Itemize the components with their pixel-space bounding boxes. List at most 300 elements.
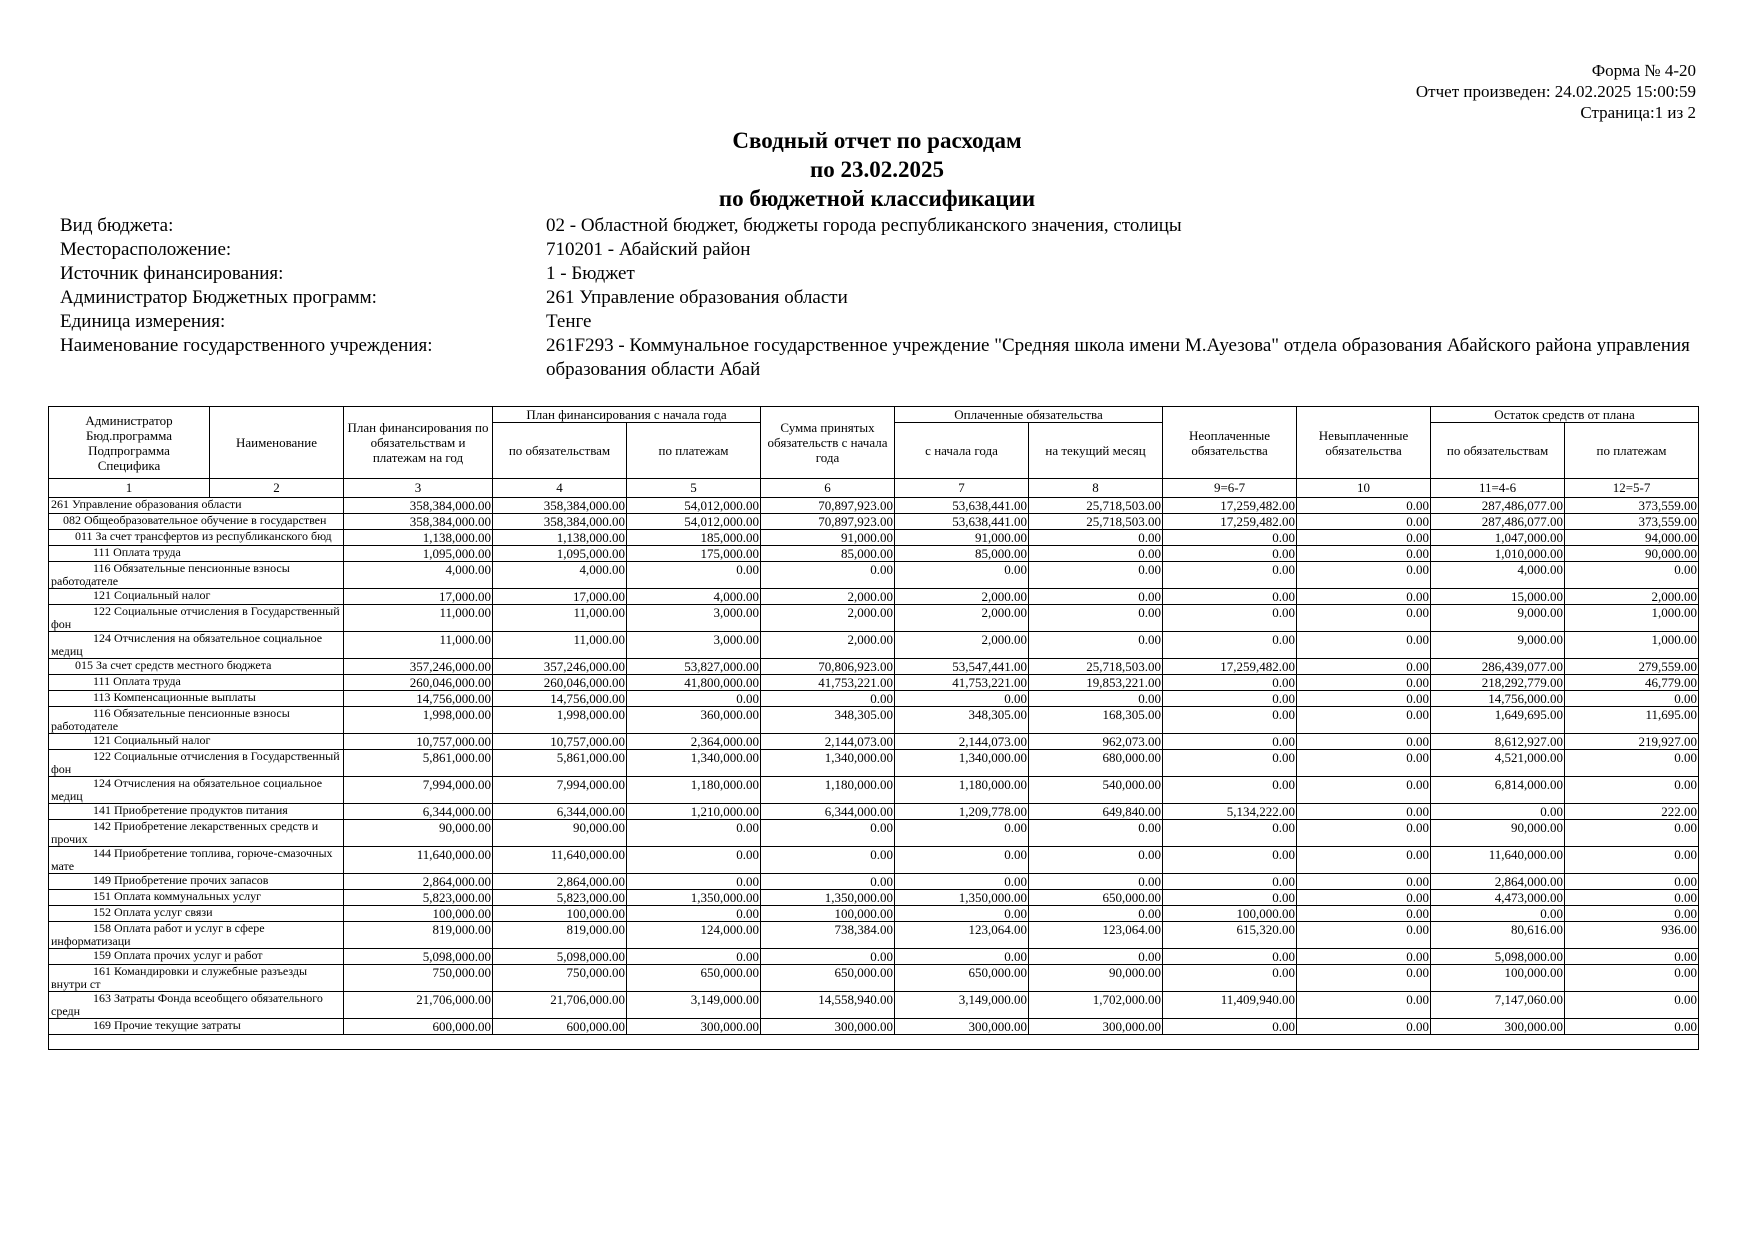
column-number: 11=4-6 [1431,479,1565,498]
cell-value: 650,000.00 [1029,890,1163,906]
cell-value: 0.00 [1297,562,1431,589]
header-remainder-obligations: по обязательствам [1431,423,1565,479]
cell-value: 25,718,503.00 [1029,498,1163,514]
row-label: 116 Обязательные пенсионные взносы работодателе [49,562,344,589]
header-paid-obligations: Оплаченные обязательства [895,407,1163,423]
param-label: Наименование государственного учреждения: [60,335,433,356]
cell-value: 0.00 [1029,691,1163,707]
cell-value: 1,340,000.00 [895,750,1029,777]
cell-value: 222.00 [1565,804,1699,820]
table-row [49,562,1699,589]
param-location [60,238,1700,262]
cell-value: 300,000.00 [761,1019,895,1035]
table-row [49,605,1699,632]
cell-value: 14,756,000.00 [493,691,627,707]
cell-value: 100,000.00 [1163,906,1297,922]
row-label: 158 Оплата работ и услуг в сфере информатизаци [49,922,344,949]
cell-value: 70,806,923.00 [761,659,895,675]
report-meta [1416,60,1696,123]
cell-value: 0.00 [761,949,895,965]
cell-value: 0.00 [627,820,761,847]
cell-value: 0.00 [1163,707,1297,734]
cell-value: 2,364,000.00 [627,734,761,750]
param-program-administrator [60,286,1700,310]
cell-value: 17,000.00 [493,589,627,605]
cell-value: 0.00 [1029,530,1163,546]
cell-value: 357,246,000.00 [344,659,493,675]
cell-value: 185,000.00 [627,530,761,546]
cell-value: 287,486,077.00 [1431,498,1565,514]
table-row [49,890,1699,906]
cell-value: 286,439,077.00 [1431,659,1565,675]
empty-row [49,1035,1699,1050]
table-row [49,589,1699,605]
cell-value: 0.00 [761,874,895,890]
cell-value: 649,840.00 [1029,804,1163,820]
cell-value: 615,320.00 [1163,922,1297,949]
cell-value: 5,098,000.00 [1431,949,1565,965]
cell-value: 4,000.00 [1431,562,1565,589]
cell-value: 11,000.00 [493,632,627,659]
cell-value: 0.00 [1297,675,1431,691]
column-number: 2 [210,479,344,498]
cell-value: 0.00 [1297,777,1431,804]
cell-value: 0.00 [627,562,761,589]
cell-value: 358,384,000.00 [344,498,493,514]
cell-value: 0.00 [1565,874,1699,890]
cell-value: 4,000.00 [493,562,627,589]
cell-value: 41,800,000.00 [627,675,761,691]
cell-value: 540,000.00 [1029,777,1163,804]
cell-value: 600,000.00 [493,1019,627,1035]
cell-value: 0.00 [627,691,761,707]
table-row [49,847,1699,874]
param-label: Единица измерения: [60,311,226,332]
cell-value: 70,897,923.00 [761,514,895,530]
cell-value: 1,047,000.00 [1431,530,1565,546]
cell-value: 15,000.00 [1431,589,1565,605]
cell-value: 1,350,000.00 [761,890,895,906]
header-not-disbursed: Невыплаченные обязательства [1297,407,1431,479]
cell-value: 2,144,073.00 [895,734,1029,750]
cell-value: 17,259,482.00 [1163,659,1297,675]
cell-value: 0.00 [1029,605,1163,632]
column-number: 4 [493,479,627,498]
row-label: 159 Оплата прочих услуг и работ [49,949,344,965]
cell-value: 0.00 [1029,562,1163,589]
cell-value: 358,384,000.00 [493,498,627,514]
cell-value: 9,000.00 [1431,632,1565,659]
param-value: 1 - Бюджет [546,263,635,284]
cell-value: 0.00 [1163,1019,1297,1035]
cell-value: 100,000.00 [493,906,627,922]
cell-value: 219,927.00 [1565,734,1699,750]
cell-value: 358,384,000.00 [493,514,627,530]
cell-value: 0.00 [895,874,1029,890]
cell-value: 6,814,000.00 [1431,777,1565,804]
row-label: 149 Приобретение прочих запасов [49,874,344,890]
cell-value: 14,558,940.00 [761,992,895,1019]
cell-value: 0.00 [1297,874,1431,890]
expense-report-table [48,406,1699,1050]
cell-value: 90,000.00 [1029,965,1163,992]
cell-value: 0.00 [1565,691,1699,707]
cell-value: 2,864,000.00 [1431,874,1565,890]
cell-value: 0.00 [1297,514,1431,530]
generated-timestamp: Отчет произведен: 24.02.2025 15:00:59 [1415,82,1696,101]
cell-value: 168,305.00 [1029,707,1163,734]
table-row [49,949,1699,965]
cell-value: 0.00 [1297,820,1431,847]
row-label: 122 Социальные отчисления в Государственный фон [49,605,344,632]
cell-value: 0.00 [1297,1019,1431,1035]
param-value: 02 - Областной бюджет, бюджеты города республиканского значения, столицы [546,215,1182,236]
cell-value: 750,000.00 [493,965,627,992]
cell-value: 0.00 [761,820,895,847]
cell-value: 0.00 [1431,906,1565,922]
cell-value: 0.00 [1163,734,1297,750]
cell-value: 0.00 [1565,847,1699,874]
header-admin: Администратор Бюд.программа Подпрограмма Специфика [49,407,210,479]
cell-value: 11,000.00 [344,632,493,659]
cell-value: 0.00 [1163,847,1297,874]
table-row [49,530,1699,546]
table-row [49,750,1699,777]
cell-value: 21,706,000.00 [344,992,493,1019]
cell-value: 1,702,000.00 [1029,992,1163,1019]
cell-value: 1,138,000.00 [344,530,493,546]
header-paid-current-month: на текущий месяц [1029,423,1163,479]
cell-value: 123,064.00 [1029,922,1163,949]
cell-value: 3,149,000.00 [627,992,761,1019]
param-unit [60,310,1700,334]
cell-value: 53,638,441.00 [895,514,1029,530]
cell-value: 300,000.00 [1431,1019,1565,1035]
cell-value: 100,000.00 [344,906,493,922]
row-label: 124 Отчисления на обязательное социальное медиц [49,777,344,804]
cell-value: 0.00 [1297,847,1431,874]
cell-value: 360,000.00 [627,707,761,734]
cell-value: 5,134,222.00 [1163,804,1297,820]
cell-value: 54,012,000.00 [627,498,761,514]
cell-value: 0.00 [1297,605,1431,632]
cell-value: 6,344,000.00 [761,804,895,820]
cell-value: 0.00 [1565,992,1699,1019]
table-row [49,546,1699,562]
header-unpaid-obligations: Неоплаченные обязательства [1163,407,1297,479]
cell-value: 5,861,000.00 [493,750,627,777]
cell-value: 41,753,221.00 [895,675,1029,691]
table-row [49,675,1699,691]
cell-value: 0.00 [1565,890,1699,906]
cell-value: 0.00 [1297,530,1431,546]
cell-value: 11,640,000.00 [344,847,493,874]
cell-value: 2,864,000.00 [493,874,627,890]
cell-value: 680,000.00 [1029,750,1163,777]
cell-value: 0.00 [1029,632,1163,659]
header-paid-from-start: с начала года [895,423,1029,479]
cell-value: 0.00 [895,562,1029,589]
cell-value: 0.00 [1163,675,1297,691]
cell-value: 750,000.00 [344,965,493,992]
row-label: 124 Отчисления на обязательное социальное медиц [49,632,344,659]
cell-value: 54,012,000.00 [627,514,761,530]
cell-value: 0.00 [761,847,895,874]
cell-value: 0.00 [1431,804,1565,820]
cell-value: 53,547,441.00 [895,659,1029,675]
column-number: 9=6-7 [1163,479,1297,498]
cell-value: 819,000.00 [344,922,493,949]
cell-value: 46,779.00 [1565,675,1699,691]
cell-value: 0.00 [1163,546,1297,562]
header-annual-plan: План финансирования по обязательствам и платежам на год [344,407,493,479]
cell-value: 91,000.00 [895,530,1029,546]
cell-value: 17,259,482.00 [1163,514,1297,530]
table-row [49,734,1699,750]
cell-value: 9,000.00 [1431,605,1565,632]
table-row [49,922,1699,949]
cell-value: 90,000.00 [493,820,627,847]
param-value: 710201 - Абайский район [546,239,751,260]
cell-value: 11,000.00 [344,605,493,632]
table-row [49,820,1699,847]
table-body [49,498,1699,1050]
cell-value: 0.00 [1565,750,1699,777]
cell-value: 287,486,077.00 [1431,514,1565,530]
column-number: 6 [761,479,895,498]
cell-value: 5,098,000.00 [344,949,493,965]
cell-value: 1,095,000.00 [344,546,493,562]
column-number: 10 [1297,479,1431,498]
cell-value: 11,640,000.00 [493,847,627,874]
cell-value: 0.00 [1163,965,1297,992]
cell-value: 100,000.00 [1431,965,1565,992]
cell-value: 6,344,000.00 [344,804,493,820]
row-label: 141 Приобретение продуктов питания [49,804,344,820]
cell-value: 1,340,000.00 [761,750,895,777]
cell-value: 0.00 [1163,777,1297,804]
table-row [49,906,1699,922]
cell-value: 650,000.00 [627,965,761,992]
report-parameters [60,214,1700,382]
cell-value: 123,064.00 [895,922,1029,949]
table-row [49,659,1699,675]
form-number: Форма № 4-20 [1591,61,1696,80]
cell-value: 1,350,000.00 [895,890,1029,906]
row-label: 111 Оплата труда [49,675,344,691]
cell-value: 1,180,000.00 [761,777,895,804]
param-value: Тенге [546,311,592,332]
table-row [49,777,1699,804]
cell-value: 0.00 [1029,949,1163,965]
header-remainder-payments: по платежам [1565,423,1699,479]
cell-value: 4,000.00 [344,562,493,589]
row-label: 161 Командировки и служебные разъезды внутри ст [49,965,344,992]
cell-value: 19,853,221.00 [1029,675,1163,691]
table-row [49,965,1699,992]
cell-value: 0.00 [1029,820,1163,847]
cell-value: 358,384,000.00 [344,514,493,530]
cell-value: 1,180,000.00 [895,777,1029,804]
cell-value: 348,305.00 [895,707,1029,734]
cell-value: 0.00 [1163,562,1297,589]
cell-value: 0.00 [1297,707,1431,734]
column-number: 1 [49,479,210,498]
cell-value: 90,000.00 [1431,820,1565,847]
cell-value: 0.00 [627,874,761,890]
cell-value: 2,000.00 [1565,589,1699,605]
cell-value: 300,000.00 [895,1019,1029,1035]
cell-value: 0.00 [1297,632,1431,659]
cell-value: 0.00 [1297,589,1431,605]
cell-value: 0.00 [1163,589,1297,605]
cell-value: 0.00 [761,562,895,589]
cell-value: 0.00 [1163,874,1297,890]
cell-value: 11,409,940.00 [1163,992,1297,1019]
cell-value: 218,292,779.00 [1431,675,1565,691]
row-label: 121 Социальный налог [49,734,344,750]
param-funding-source [60,262,1700,286]
cell-value: 0.00 [1565,949,1699,965]
cell-value: 2,000.00 [761,632,895,659]
cell-value: 0.00 [1565,965,1699,992]
cell-value: 1,000.00 [1565,605,1699,632]
table-row [49,514,1699,530]
cell-value: 175,000.00 [627,546,761,562]
cell-value: 1,649,695.00 [1431,707,1565,734]
param-label: Месторасположение: [60,239,232,260]
cell-value: 0.00 [1565,820,1699,847]
row-label: 152 Оплата услуг связи [49,906,344,922]
cell-value: 0.00 [1029,906,1163,922]
cell-value: 0.00 [1297,498,1431,514]
cell-value: 17,259,482.00 [1163,498,1297,514]
param-value: 261F293 - Коммунальное государственное учреждение "Средняя школа имени М.Ауезова" отдела образования Абайского района управления образования области Абай [546,335,1690,380]
cell-value: 90,000.00 [344,820,493,847]
column-number: 7 [895,479,1029,498]
report-title [0,126,1754,213]
cell-value: 2,000.00 [895,605,1029,632]
cell-value: 0.00 [1297,965,1431,992]
param-label: Администратор Бюджетных программ: [60,287,377,308]
cell-value: 1,000.00 [1565,632,1699,659]
row-label: 122 Социальные отчисления в Государственный фон [49,750,344,777]
cell-value: 100,000.00 [761,906,895,922]
empty-cell [49,1035,1699,1050]
table-row [49,498,1699,514]
cell-value: 3,000.00 [627,632,761,659]
row-label: 113 Компенсационные выплаты [49,691,344,707]
cell-value: 0.00 [627,906,761,922]
cell-value: 0.00 [895,949,1029,965]
cell-value: 3,000.00 [627,605,761,632]
cell-value: 0.00 [1297,691,1431,707]
cell-value: 0.00 [1565,777,1699,804]
param-label: Вид бюджета: [60,215,174,236]
table-row [49,691,1699,707]
column-number: 8 [1029,479,1163,498]
cell-value: 7,994,000.00 [493,777,627,804]
table-row [49,804,1699,820]
cell-value: 279,559.00 [1565,659,1699,675]
cell-value: 11,695.00 [1565,707,1699,734]
cell-value: 1,180,000.00 [627,777,761,804]
row-label: 111 Оплата труда [49,546,344,562]
cell-value: 0.00 [1297,659,1431,675]
cell-value: 85,000.00 [761,546,895,562]
cell-value: 0.00 [895,906,1029,922]
cell-value: 53,638,441.00 [895,498,1029,514]
header-plan-payments: по платежам [627,423,761,479]
cell-value: 373,559.00 [1565,498,1699,514]
cell-value: 5,823,000.00 [344,890,493,906]
cell-value: 1,340,000.00 [627,750,761,777]
cell-value: 0.00 [1297,734,1431,750]
cell-value: 10,757,000.00 [344,734,493,750]
cell-value: 53,827,000.00 [627,659,761,675]
cell-value: 0.00 [1163,691,1297,707]
cell-value: 373,559.00 [1565,514,1699,530]
row-label: 142 Приобретение лекарственных средств и прочих [49,820,344,847]
row-label: 121 Социальный налог [49,589,344,605]
cell-value: 0.00 [1297,992,1431,1019]
cell-value: 0.00 [761,691,895,707]
cell-value: 1,210,000.00 [627,804,761,820]
table-row [49,874,1699,890]
cell-value: 0.00 [1029,874,1163,890]
cell-value: 0.00 [627,949,761,965]
cell-value: 0.00 [1163,890,1297,906]
cell-value: 0.00 [895,820,1029,847]
header-name: Наименование [210,407,344,479]
row-label: 261 Управление образования области [49,498,344,514]
row-label: 169 Прочие текущие затраты [49,1019,344,1035]
cell-value: 0.00 [1565,1019,1699,1035]
cell-value: 1,138,000.00 [493,530,627,546]
title-line-3: по бюджетной классификации [718,186,1036,211]
header-accepted-obligations: Сумма принятых обязательств с начала года [761,407,895,479]
cell-value: 0.00 [1565,906,1699,922]
cell-value: 11,000.00 [493,605,627,632]
cell-value: 2,000.00 [761,589,895,605]
column-number: 5 [627,479,761,498]
cell-value: 0.00 [1029,546,1163,562]
cell-value: 0.00 [1297,906,1431,922]
cell-value: 0.00 [627,847,761,874]
param-institution [60,334,1700,382]
cell-value: 600,000.00 [344,1019,493,1035]
cell-value: 0.00 [1163,750,1297,777]
cell-value: 124,000.00 [627,922,761,949]
cell-value: 0.00 [895,691,1029,707]
table-row [49,1019,1699,1035]
column-number: 3 [344,479,493,498]
cell-value: 1,350,000.00 [627,890,761,906]
cell-value: 2,144,073.00 [761,734,895,750]
cell-value: 1,998,000.00 [493,707,627,734]
cell-value: 0.00 [1297,922,1431,949]
cell-value: 1,095,000.00 [493,546,627,562]
param-label: Источник финансирования: [60,263,284,284]
cell-value: 2,000.00 [895,632,1029,659]
table-row [49,632,1699,659]
cell-value: 10,757,000.00 [493,734,627,750]
cell-value: 5,861,000.00 [344,750,493,777]
column-number: 12=5-7 [1565,479,1699,498]
cell-value: 0.00 [1163,949,1297,965]
title-line-2: по 23.02.2025 [809,157,944,182]
param-value: 261 Управление образования области [546,287,848,308]
